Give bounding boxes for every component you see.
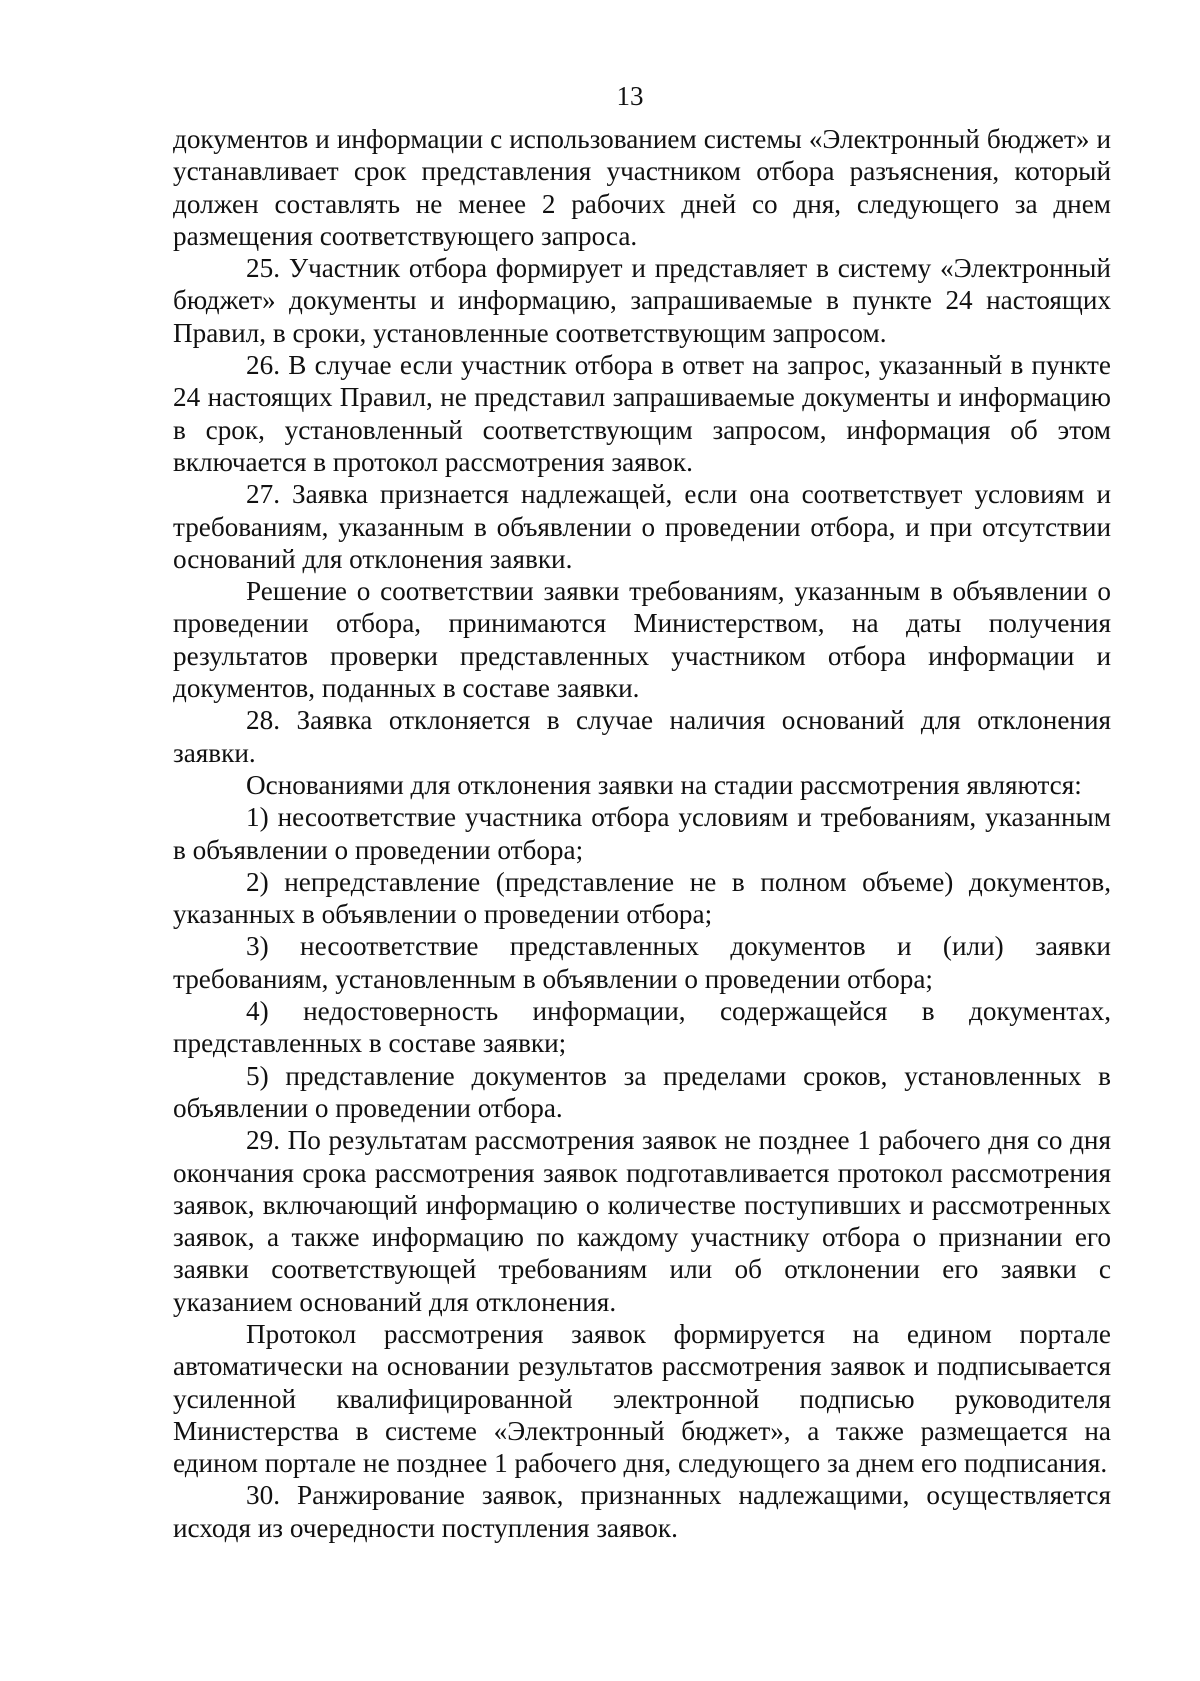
list-item-3: 3) несоответствие представленных документов и (или) заявки требованиям, установленным в объявлении о проведении отбора; bbox=[173, 931, 1111, 994]
page-number: 13 bbox=[616, 81, 644, 111]
list-item-2: 2) непредставление (представление не в полном объеме) документов, указанных в объявлении о проведении отбора; bbox=[173, 866, 1111, 930]
paragraph-protocol: Протокол рассмотрения заявок формируется на едином портале автоматически на основании результатов рассмотрения заявок и подписывается усиленной квалифицированной электронной подписью руководителя Министерства в системе «Электронный бюджет», а также размещается на едином портале не позднее 1 рабочего дня, следующего за днем его подписания. bbox=[173, 1318, 1111, 1479]
paragraph-item-26: 26. В случае если участник отбора в ответ на запрос, указанный в пункте 24 настоящих Правил, не представил запрашиваемые документы и информацию в срок, установленный соответствующим запросом, информация об этом включается в протокол рассмотрения заявок. bbox=[173, 350, 1111, 477]
document-body bbox=[173, 123, 1111, 1544]
list-item-1: 1) несоответствие участника отбора условиям и требованиям, указанным в объявлении о проведении отбора; bbox=[173, 802, 1111, 865]
paragraph-decision: Решение о соответствии заявки требованиям, указанным в объявлении о проведении отбора, принимаются Министерством, на даты получения результатов проверки представленных участником отбора информации и документов, поданных в составе заявки. bbox=[173, 576, 1111, 704]
list-item-5: 5) представление документов за пределами сроков, установленных в объявлении о проведении отбора. bbox=[173, 1060, 1111, 1123]
paragraph-item-28: 28. Заявка отклоняется в случае наличия оснований для отклонения заявки. bbox=[173, 705, 1111, 768]
paragraph-rejection-grounds: Основаниями для отклонения заявки на стадии рассмотрения являются: bbox=[246, 769, 1082, 800]
paragraph-item-25: 25. Участник отбора формирует и представляет в систему «Электронный бюджет» документы и информацию, запрашиваемые в пункте 24 настоящих Правил, в сроки, установленные соответствующим запросом. bbox=[173, 253, 1111, 348]
list-item-4: 4) недостоверность информации, содержащейся в документах, представленных в составе заявки; bbox=[173, 996, 1111, 1059]
paragraph-item-27: 27. Заявка признается надлежащей, если она соответствует условиям и требованиям, указанным в объявлении о проведении отбора, и при отсутствии оснований для отклонения заявки. bbox=[173, 479, 1111, 574]
paragraph-item-30: 30. Ранжирование заявок, признанных надлежащими, осуществляется исходя из очередности поступления заявок. bbox=[173, 1480, 1111, 1543]
paragraph-item-29: 29. По результатам рассмотрения заявок не позднее 1 рабочего дня со дня окончания срока рассмотрения заявок подготавливается протокол рассмотрения заявок, включающий информацию о количестве поступивших и рассмотренных заявок, а также информацию по каждому участнику отбора о признании его заявки соответствующей требованиям или об отклонении его заявки с указанием оснований для отклонения. bbox=[173, 1125, 1111, 1317]
paragraph-continuation: документов и информации с использованием системы «Электронный бюджет» и устанавливает срок представления участником отбора разъяснения, который должен составлять не менее 2 рабочих дней со дня, следующего за днем размещения соответствующего запроса. bbox=[173, 124, 1111, 251]
